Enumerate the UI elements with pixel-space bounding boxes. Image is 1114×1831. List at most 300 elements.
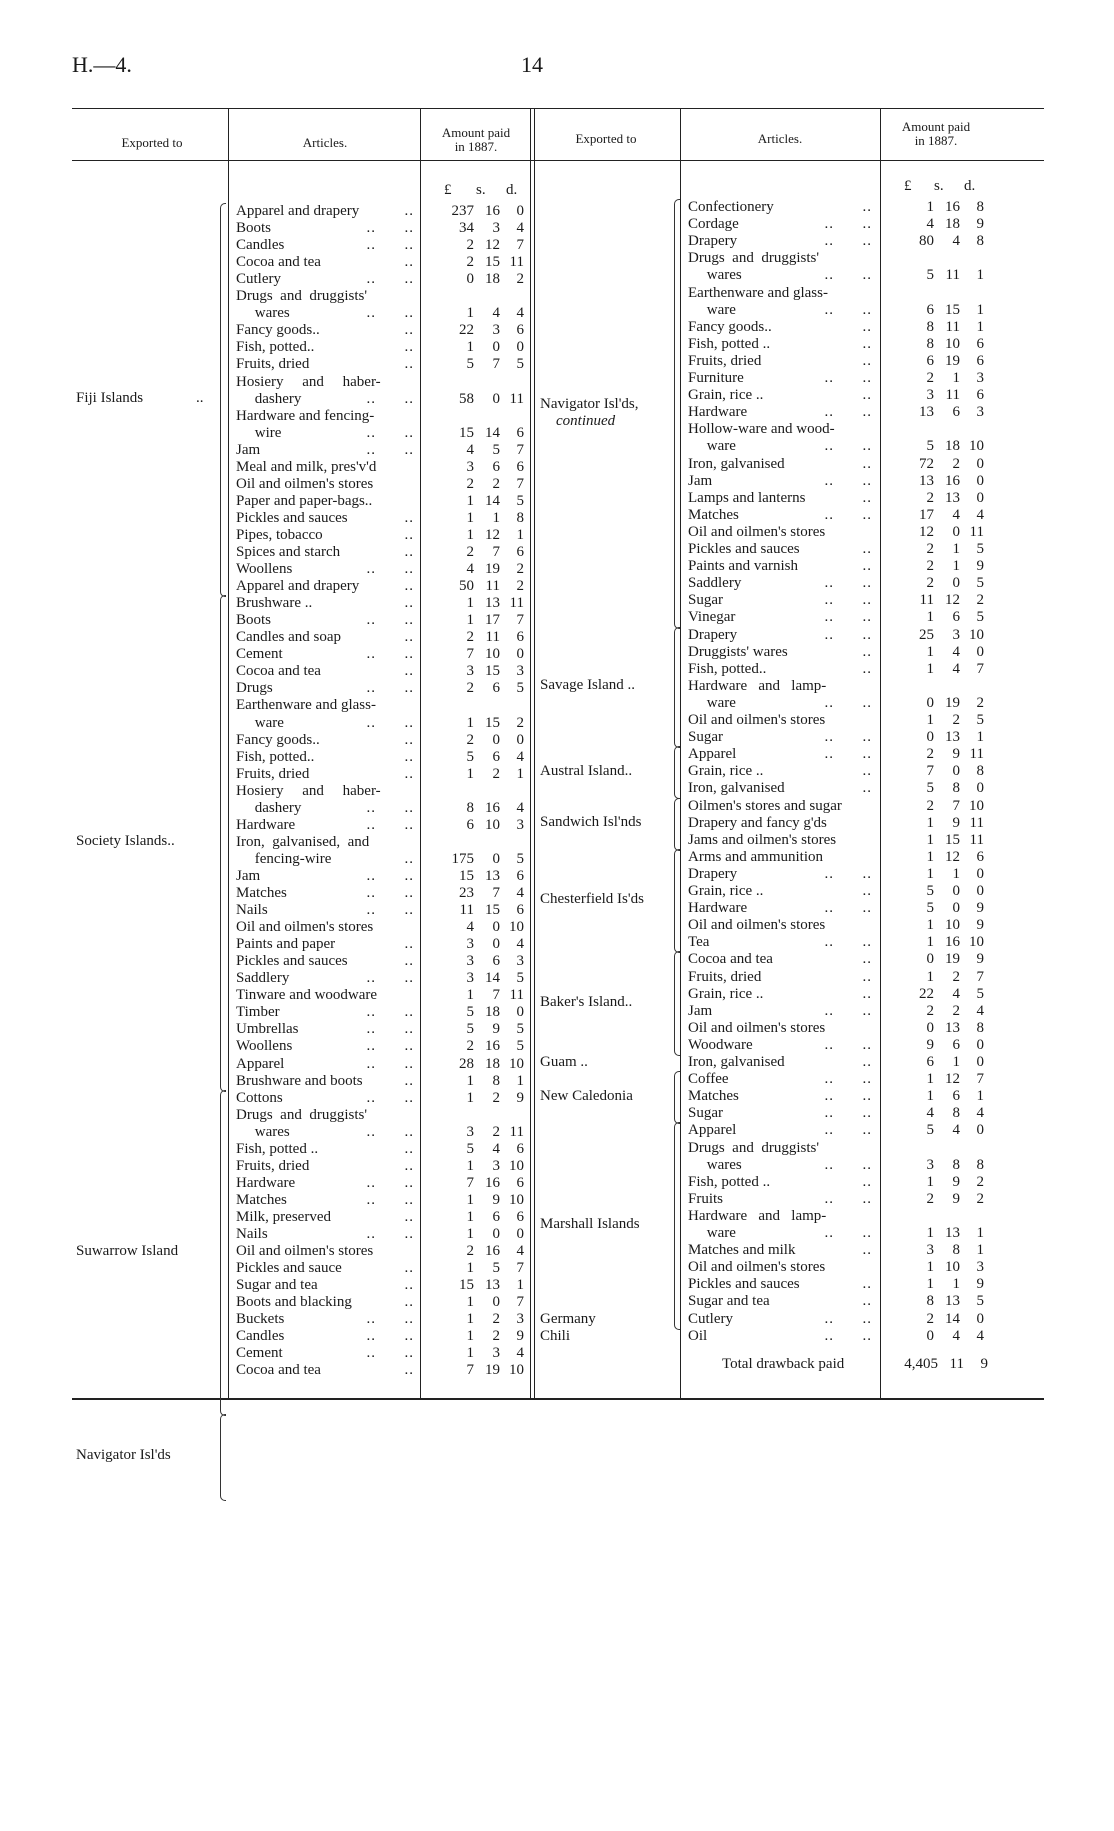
col-articles-right: Articles. (757, 131, 803, 146)
destination-name: Austral Island.. (540, 762, 633, 779)
leader-dots: .. .. (822, 267, 873, 284)
amount (424, 680, 524, 697)
pence: 10 (509, 1191, 524, 1208)
pounds: 2 (926, 1310, 934, 1327)
shillings: 1 (952, 558, 960, 575)
article-name (688, 285, 876, 302)
pence: 5 (976, 541, 984, 557)
leader-dots: .. .. (822, 233, 873, 250)
destination-label (540, 994, 632, 1011)
pounds: 58 (459, 390, 474, 407)
article-text: ware (236, 714, 284, 731)
amount (884, 456, 984, 473)
pounds: 2 (926, 797, 934, 814)
shillings: 14 (485, 492, 500, 509)
leader-dots: .. .. (822, 302, 873, 319)
leader-dots: .. (402, 1294, 415, 1311)
amount (424, 663, 524, 680)
article-text: Pipes, tobacco (236, 526, 323, 543)
pence: 1 (976, 318, 984, 335)
shillings: 8 (952, 1156, 960, 1173)
pence: 5 (516, 1021, 524, 1038)
article-text: Saddlery (236, 970, 290, 987)
amount (884, 1174, 984, 1191)
pence: 8 (976, 763, 984, 780)
total-label: Total drawback paid (722, 1356, 845, 1372)
pence: 2 (516, 714, 524, 731)
article-name (688, 729, 876, 746)
leader-dots: .. (860, 1054, 873, 1071)
pence-label: d. (506, 182, 518, 198)
amount (424, 322, 524, 339)
leader-dots: .. .. (822, 934, 873, 951)
leader-dots: .. .. (822, 404, 873, 421)
shillings: 1 (952, 370, 960, 386)
article-name (236, 1021, 418, 1038)
destination-label (540, 763, 632, 780)
leader-dots: .. (402, 544, 415, 561)
amount (424, 970, 524, 987)
amount (424, 595, 524, 612)
pounds: 22 (459, 322, 474, 339)
article-text: Matches (236, 885, 287, 901)
amount (884, 1276, 984, 1293)
pence: 5 (516, 1038, 524, 1055)
shillings: 1 (952, 541, 960, 557)
pounds: 237 (451, 203, 474, 219)
pounds: 8 (466, 799, 474, 816)
article-name (688, 900, 876, 917)
pounds: 5 (926, 267, 934, 284)
pence: 5 (516, 492, 524, 509)
article-name (236, 476, 418, 493)
amount (884, 729, 984, 746)
leader-dots: .. .. (822, 1003, 873, 1020)
destination-name: Guam .. (540, 1054, 588, 1070)
article-name (236, 425, 418, 442)
pounds: 3 (926, 387, 934, 404)
article-text: Sugar (688, 729, 723, 746)
pounds: 1 (466, 612, 474, 629)
amount (884, 746, 984, 763)
leader-dots: .. .. (364, 1192, 415, 1209)
leader-dots: .. (402, 1209, 415, 1226)
amount (424, 1073, 524, 1090)
amount (884, 866, 984, 883)
amount (424, 1345, 524, 1362)
amount (424, 1056, 524, 1073)
amount (424, 919, 524, 936)
shillings: 6 (952, 404, 960, 421)
pounds: 3 (466, 458, 474, 475)
pounds: 2 (466, 1243, 474, 1260)
total-shillings: 11 (949, 1356, 964, 1372)
article-name (236, 851, 418, 868)
pounds: 15 (459, 867, 474, 884)
shillings: 7 (492, 356, 500, 373)
pounds: 4 (466, 919, 474, 936)
article-text: Jam (236, 867, 261, 884)
pence: 7 (976, 968, 984, 985)
article-text: ware (688, 438, 736, 455)
leader-dots: .. (860, 883, 873, 900)
leader-dots: .. (402, 1073, 415, 1090)
article-name (688, 319, 876, 336)
amount (424, 408, 524, 425)
leader-dots: .. .. (822, 1225, 873, 1242)
pounds: 5 (926, 438, 934, 455)
article-text: Paints and varnish (688, 558, 798, 575)
shillings: 19 (945, 694, 960, 711)
leader-dots: .. .. (364, 612, 415, 629)
pence: 4 (976, 1327, 984, 1344)
leader-dots: .. .. (364, 1021, 415, 1038)
article-name (688, 1225, 876, 1242)
article-name (236, 732, 418, 749)
amount (884, 216, 984, 233)
amount (884, 1122, 984, 1139)
pence: 5 (516, 850, 524, 867)
pence: 11 (969, 746, 984, 763)
pounds: 8 (926, 318, 934, 335)
pence: 0 (976, 489, 984, 506)
article-text: Hardware (236, 1174, 296, 1191)
pence: 6 (976, 387, 984, 404)
article-name (236, 527, 418, 544)
destination-name: Suwarrow Island (76, 1242, 179, 1259)
leader-dots: .. .. (822, 1071, 873, 1088)
vrule-1 (228, 108, 229, 1398)
leader-dots: .. .. (822, 1191, 873, 1208)
pounds: 7 (466, 646, 474, 663)
shillings: 0 (952, 883, 960, 899)
pence: 0 (976, 1054, 984, 1070)
article-text: Meal and milk, pres'v'd (236, 458, 377, 475)
amount (884, 1293, 984, 1310)
article-name (688, 1242, 876, 1259)
leader-dots: .. (402, 629, 415, 646)
pence: 1 (976, 1242, 984, 1259)
shillings: 12 (945, 848, 960, 865)
article-text: fencing-wire (236, 850, 332, 867)
amount (884, 1208, 984, 1225)
pounds: 1 (466, 526, 474, 543)
pence: 3 (516, 953, 524, 970)
pounds: 7 (466, 1174, 474, 1191)
pounds: 1 (926, 1088, 934, 1105)
amount (424, 510, 524, 527)
amount (424, 1004, 524, 1021)
pounds: 13 (919, 472, 934, 489)
pounds: 3 (926, 1242, 934, 1259)
pence: 1 (976, 1088, 984, 1105)
pence: 11 (509, 987, 524, 1004)
leader-dots: .. (402, 936, 415, 953)
article-text: Grain, rice .. (688, 763, 764, 780)
article-text: Sugar and tea (236, 1277, 318, 1294)
leader-dots: .. (860, 661, 873, 678)
article-text: Drugs and druggists' (688, 1139, 820, 1156)
leader-dots: .. (860, 336, 873, 353)
pence: 0 (976, 1036, 984, 1053)
amount (884, 285, 984, 302)
pounds: 11 (459, 902, 474, 919)
destination-name: Society Islands.. (76, 833, 175, 850)
pence: 4 (976, 1105, 984, 1122)
shillings: 6 (952, 1088, 960, 1105)
leader-dots: .. (860, 456, 873, 473)
article-name (688, 456, 876, 473)
article-name (688, 780, 876, 797)
amount (884, 336, 984, 353)
article-text: Iron, galvanised (688, 780, 785, 797)
article-name (236, 544, 418, 561)
article-text: Cutlery (688, 1310, 733, 1327)
article-text: Paints and paper (236, 936, 336, 953)
article-text: Drapery (688, 626, 738, 643)
article-text: Pickles and sauces (688, 541, 800, 557)
shillings: 18 (945, 216, 960, 233)
pence: 0 (516, 646, 524, 663)
pence: 8 (976, 1019, 984, 1036)
amount (424, 391, 524, 408)
amount (424, 1277, 524, 1294)
pence: 1 (516, 1072, 524, 1089)
leader-dots: .. .. (364, 680, 415, 697)
pence: 8 (976, 199, 984, 215)
article-text: Matches and milk (688, 1242, 796, 1259)
pounds-sign: £ (904, 178, 912, 194)
article-name (688, 763, 876, 780)
amount (884, 883, 984, 900)
article-name (688, 1174, 876, 1191)
article-name (688, 1191, 876, 1208)
pounds: 1 (926, 917, 934, 934)
col-exported-to-left: Exported to (121, 135, 183, 150)
shillings: 2 (952, 1002, 960, 1019)
pounds: 5 (466, 356, 474, 373)
shillings: 1 (952, 865, 960, 882)
leader-dots: .. .. (822, 575, 873, 592)
article-text: Iron, galvanised, and (236, 833, 370, 850)
leader-dots: .. (402, 766, 415, 783)
leader-dots: .. (860, 986, 873, 1003)
pence: 2 (976, 694, 984, 711)
article-name (688, 1122, 876, 1139)
leader-dots: .. .. (364, 868, 415, 885)
shillings: 6 (492, 953, 500, 970)
pence: 0 (976, 883, 984, 899)
leader-dots: .. .. (822, 1122, 873, 1139)
article-text: Jam (236, 441, 261, 458)
leader-dots: .. (860, 1242, 873, 1259)
pounds: 0 (926, 729, 934, 746)
pence: 9 (516, 1089, 524, 1106)
shillings: 6 (952, 609, 960, 626)
pence: 4 (516, 1243, 524, 1260)
amount (884, 849, 984, 866)
pence: 11 (509, 1123, 524, 1140)
amount (424, 1107, 524, 1124)
leader-dots: .. .. (364, 237, 415, 254)
amount (424, 800, 524, 817)
destination-dots: .. (196, 390, 204, 407)
leader-dots: .. (860, 969, 873, 986)
article-name (236, 305, 418, 322)
article-text: Apparel and drapery (236, 578, 360, 595)
leader-dots: .. .. (364, 800, 415, 817)
shillings: 11 (945, 318, 960, 335)
article-name (236, 459, 418, 476)
pounds: 5 (926, 780, 934, 797)
amount (884, 473, 984, 490)
destination-label (540, 814, 641, 831)
pounds: 1 (466, 1157, 474, 1174)
table-bottom-rule (72, 1398, 1044, 1400)
pounds: 80 (919, 233, 934, 250)
article-name (688, 507, 876, 524)
vrule-4 (680, 108, 681, 1398)
article-text: Hosiery and haber- (236, 373, 381, 390)
leader-dots: .. .. (364, 442, 415, 459)
amount (424, 1158, 524, 1175)
leader-dots: .. .. (364, 1328, 415, 1345)
col-articles-left: Articles. (302, 135, 348, 150)
article-name (688, 609, 876, 626)
amount (884, 763, 984, 780)
leader-dots: .. .. (364, 271, 415, 288)
article-text: Boots and blacking (236, 1294, 352, 1311)
article-name (236, 834, 418, 851)
shillings: 14 (485, 424, 500, 441)
pounds: 1 (926, 1071, 934, 1088)
pence: 4 (976, 1002, 984, 1019)
amount (884, 951, 984, 968)
amount (884, 387, 984, 404)
amount (424, 1243, 524, 1260)
shillings: 0 (492, 731, 500, 748)
shillings: 15 (485, 663, 500, 680)
pounds: 1 (466, 714, 474, 731)
article-name (688, 1259, 876, 1276)
article-text: Jam (688, 1002, 713, 1019)
article-name (236, 339, 418, 356)
pence: 2 (516, 578, 524, 595)
pounds: 5 (466, 1021, 474, 1038)
pounds: 50 (459, 578, 474, 595)
article-name (688, 353, 876, 370)
leader-dots: .. (860, 353, 873, 370)
leader-dots: .. (402, 510, 415, 527)
article-text: Brushware .. (236, 595, 313, 612)
shillings: 0 (492, 339, 500, 356)
shillings: 16 (485, 799, 500, 816)
pence: 0 (976, 643, 984, 660)
pence: 0 (516, 1226, 524, 1242)
article-name (236, 322, 418, 339)
shillings: 11 (945, 267, 960, 284)
pence: 10 (969, 626, 984, 643)
shillings: 15 (945, 831, 960, 848)
pence: 6 (516, 1208, 524, 1225)
amount (424, 1260, 524, 1277)
leader-dots: .. (402, 851, 415, 868)
shillings: 16 (945, 199, 960, 215)
pounds: 2 (926, 489, 934, 506)
article-text: Hardware and lamp- (688, 677, 827, 694)
amount (424, 936, 524, 953)
col-amount-right-line1: Amount paid (901, 119, 971, 134)
pounds: 6 (926, 352, 934, 369)
amount (884, 1088, 984, 1105)
pounds: 1 (466, 339, 474, 356)
amount (884, 1003, 984, 1020)
shillings: 11 (485, 629, 500, 646)
article-name (236, 356, 418, 373)
amount (884, 900, 984, 917)
shillings: 4 (952, 233, 960, 250)
pence: 6 (976, 848, 984, 865)
pence: 5 (976, 575, 984, 592)
article-text: Matches (688, 1088, 739, 1105)
article-name (236, 868, 418, 885)
col-exported-to-right: Exported to (575, 131, 637, 146)
leader-dots: .. (402, 1158, 415, 1175)
shillings: 15 (485, 902, 500, 919)
destination-label (540, 1216, 640, 1233)
total-amount (882, 1356, 992, 1373)
article-text: Hardware (236, 816, 296, 833)
amount (884, 199, 984, 216)
pounds: 2 (466, 680, 474, 697)
shillings: 2 (492, 475, 500, 492)
pence: 0 (516, 1004, 524, 1021)
article-name (236, 1073, 418, 1090)
amount (424, 953, 524, 970)
pence: 1 (976, 729, 984, 746)
article-text: Tea (688, 934, 710, 951)
article-name (688, 1328, 876, 1345)
article-text: Boots (236, 220, 272, 237)
pounds: 1 (926, 968, 934, 985)
amount (424, 1209, 524, 1226)
amount (884, 1242, 984, 1259)
article-name (688, 815, 876, 832)
right-row (0, 335, 984, 353)
pounds: 2 (466, 1038, 474, 1055)
article-name (236, 1294, 418, 1311)
pence: 6 (516, 544, 524, 560)
pence: 2 (976, 1173, 984, 1190)
amount (424, 459, 524, 476)
amount (884, 644, 984, 661)
pounds: 1 (926, 1225, 934, 1241)
group-brace (220, 595, 226, 1091)
pence: 5 (976, 985, 984, 1002)
shillings: 12 (945, 592, 960, 609)
group-brace (220, 1090, 226, 1416)
article-name (236, 1056, 418, 1073)
article-text: Cement (236, 1345, 283, 1362)
article-name (236, 885, 418, 902)
pounds: 2 (926, 746, 934, 763)
article-name (236, 919, 418, 936)
shillings: 7 (492, 885, 500, 901)
shillings: 7 (952, 797, 960, 814)
amount (884, 267, 984, 284)
total-pounds: 4,405 (904, 1356, 938, 1372)
pounds: 23 (459, 885, 474, 901)
